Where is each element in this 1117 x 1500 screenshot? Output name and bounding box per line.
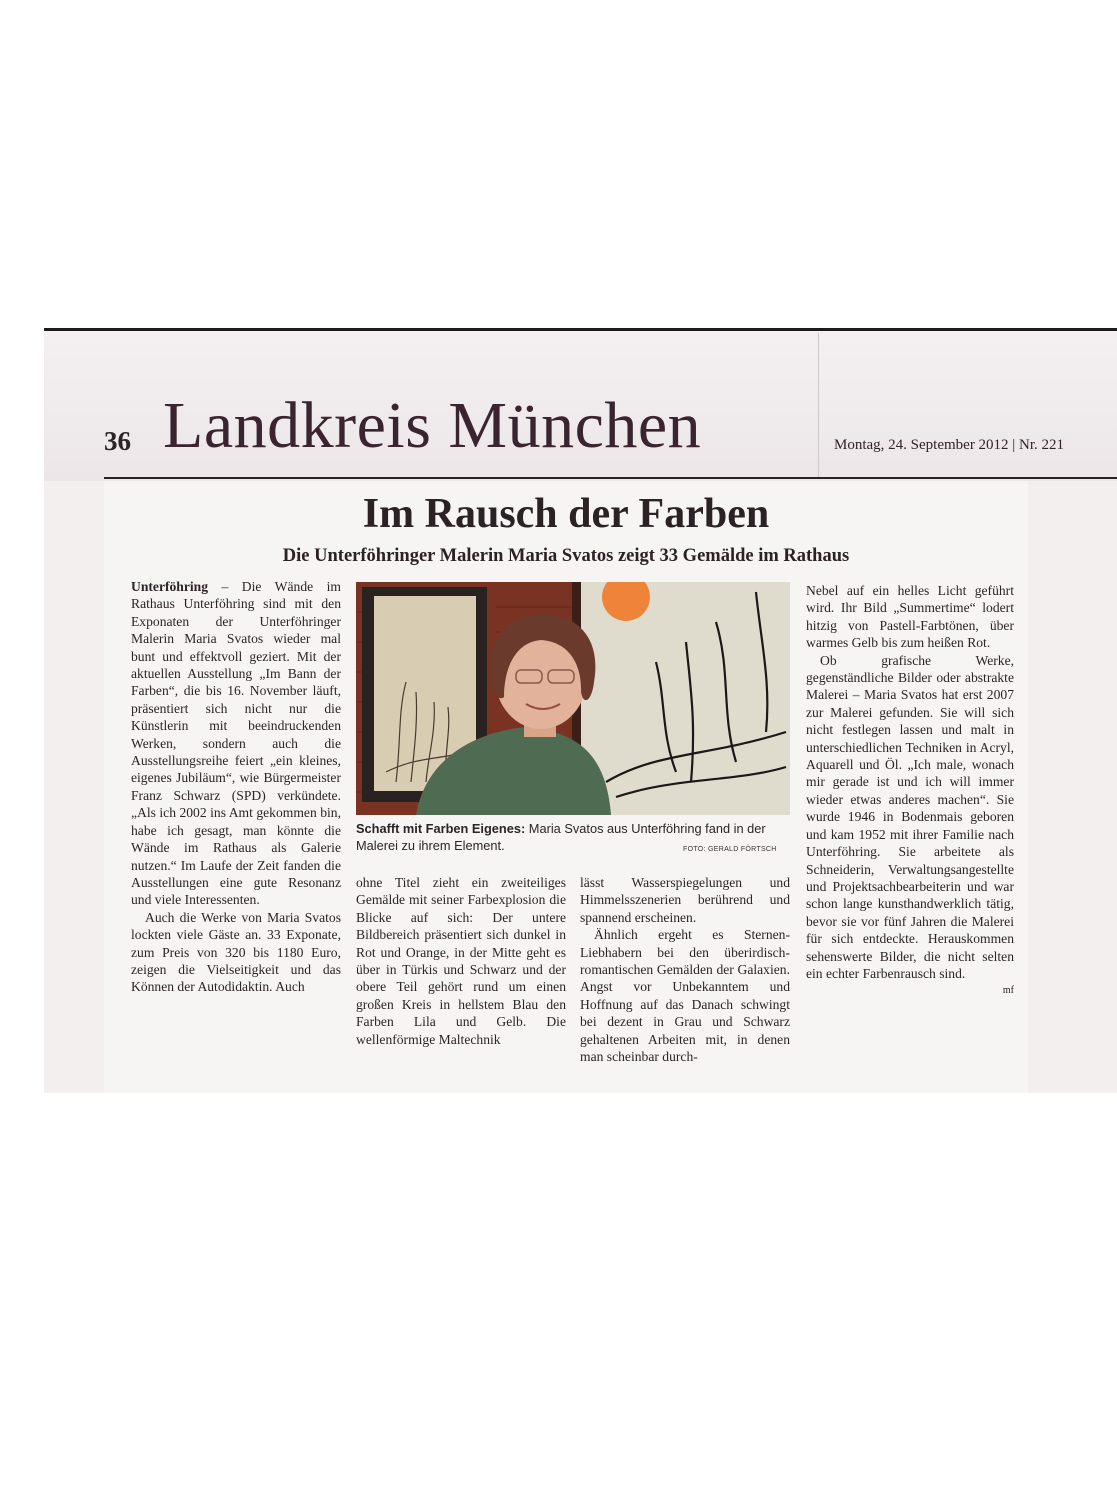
caption-lead: Schafft mit Farben Eigenes: bbox=[356, 821, 526, 836]
author-initials: mf bbox=[1002, 985, 1014, 997]
page-number: 36 bbox=[104, 426, 131, 456]
paragraph: Nebel auf ein helles Licht geführt wird. Ihr Bild „Summertime“ lodert hitzig von Pastell-Farbtönen, über warmes Gelb bis zum heißen Rot. bbox=[806, 583, 1014, 651]
paragraph: Ähnlich ergeht es Sternen-Liebhabern bei den überirdisch-romantischen Gemälden der Galaxien. Angst vor Unbekanntem und Hoffnung auf das Danach schwingt bei dezent in Grau und Schwarz gehaltenen Arbeiten mit, in denen man scheinbar durch- bbox=[580, 927, 790, 1065]
dateline: Unterföhring bbox=[131, 579, 209, 594]
caption-text: Maria Svatos aus Unterföhring fand in der Malerei zu ihrem Element. bbox=[356, 821, 766, 853]
article-headline: Im Rausch der Farben bbox=[362, 491, 770, 537]
section-title: Landkreis München bbox=[163, 389, 702, 462]
paragraph: Auch die Werke von Maria Svatos lockten viele Gäste an. 33 Exponate, zum Preis von 320 bis 1180 Euro, zeigen die Vielseitigkeit und das Können der Autodidaktin. Auch bbox=[131, 909, 341, 995]
paragraph: ohne Titel zieht ein zweiteiliges Gemälde mit seiner Farbexplosion die Blicke auf sich: Der untere Bildbereich präsentiert sich dunkel in Rot und Orange, in der Mitte geht es über in Türkis und Schwarz und der obere Teil gehört rund um einen großen Kreis in hellstem Blau den Farben Lila und Gelb. Die wellenförmige Maltechnik bbox=[356, 875, 566, 1047]
portrait-photo bbox=[356, 582, 790, 815]
column-3 bbox=[580, 874, 790, 1065]
issue-date: Montag, 24. September 2012 | Nr. 221 bbox=[834, 437, 1065, 453]
article-subheadline: Die Unterföhringer Malerin Maria Svatos zeigt 33 Gemälde im Rathaus bbox=[282, 546, 850, 566]
column-4 bbox=[806, 582, 1014, 1000]
paragraph-text: – Die Wände im Rathaus Unterföhring sind mit den Exponaten der Unterföhringer Malerin Maria Svatos wieder mal bunt und effektvoll geziert. Mit der aktuellen Ausstellung „Im Bann der Farben“, die bis 16. November läuft, präsentiert sich nicht nur die Künstlerin mit beeindruckenden Werken, sondern auch die Ausstellungsreihe feiert „ein kleines, eigenes Jubiläum“, wie Bürgermeister Franz Schwarz (SPD) verkündete. „Als ich 2002 ins Amt gekommen bin, habe ich gesagt, man könnte die Wände im Rathaus als Galerie nutzen.“ Im Laufe der Zeit fanden die Ausstellungen eine gute Resonanz und viele Interessenten. bbox=[131, 579, 341, 908]
paragraph: lässt Wasserspiegelungen und Himmelsszenerien berührend und spannend erscheinen. bbox=[580, 875, 790, 925]
photo-credit: FOTO: GERALD FÖRTSCH bbox=[683, 846, 777, 853]
paragraph bbox=[131, 578, 341, 909]
header-divider bbox=[818, 333, 819, 478]
article-photo bbox=[356, 582, 790, 815]
column-2 bbox=[356, 874, 566, 1048]
column-1 bbox=[131, 578, 341, 996]
paragraph: Ob grafische Werke, gegenständliche Bilder oder abstrakte Malerei – Maria Svatos hat erst 2007 zur Malerei gefunden. Sie will sich nicht festlegen lassen und malt in unterschiedlichen Techniken in Acryl, Aquarell und Öl. „Ich male, wonach mir gerade ist und ich will immer wieder etwas anderes machen“. Sie wurde 1946 in Bodenmais geboren und kam 1952 mit ihrer Familie nach Unterföhring. Sie arbeitete als Schneiderin, Verwaltungsangestellte und Projektsachbearbeiterin und war schon lange kunsthandwerklich tätig, bevor sie vor fünf Jahren die Malerei für sich entdeckte. Herauskommen sehenswerte Bilder, die nicht selten ein echter Farbenrausch sind. bbox=[806, 652, 1014, 981]
header-rule bbox=[104, 477, 1117, 479]
